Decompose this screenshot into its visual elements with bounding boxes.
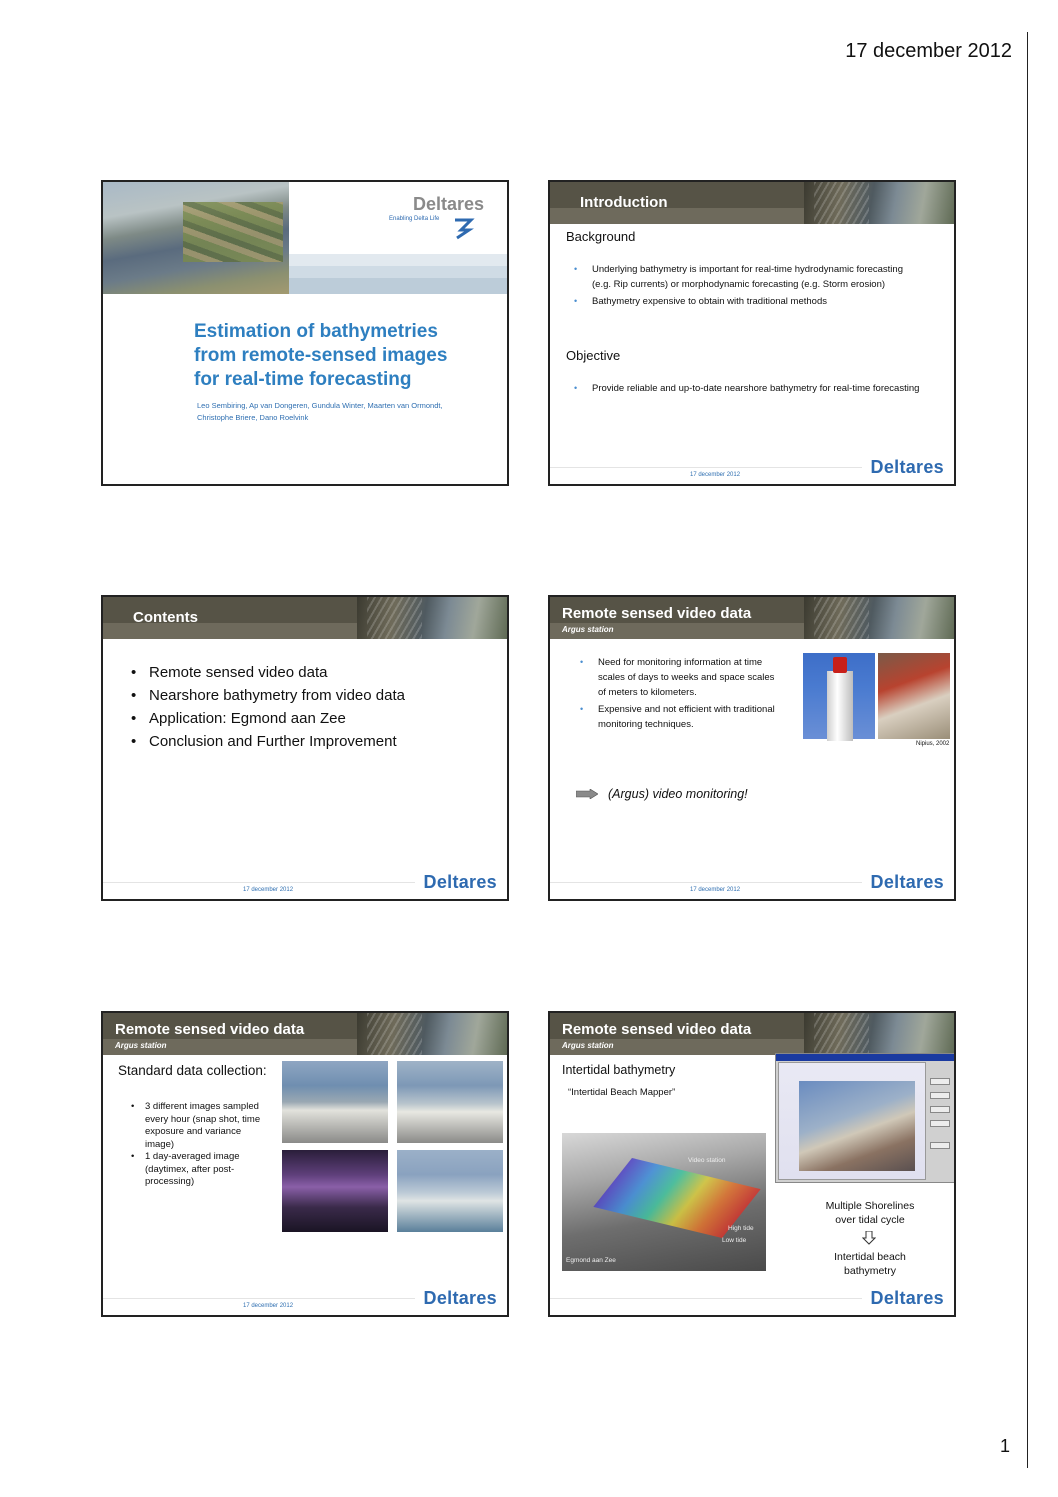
slide-header (103, 597, 507, 639)
slide-subtitle: Argus station (115, 1041, 167, 1050)
slide-introduction (548, 180, 956, 486)
page-date: 17 december 2012 (845, 40, 1012, 62)
slide-header (550, 597, 954, 639)
beach-mapper-screenshot (775, 1053, 955, 1183)
header-aerial-image (804, 597, 954, 639)
list-item: • Remote sensed video data (131, 661, 405, 684)
slide-remote-sensed-2 (101, 1011, 509, 1317)
section-subheading: “Intertidal Beach Mapper” (568, 1087, 676, 1098)
header-aerial-image (804, 182, 954, 224)
argus-monitoring-text: (Argus) video monitoring! (608, 787, 748, 801)
presentation-title: Estimation of bathymetries from remote-sensed images for real-time forecasting (194, 321, 448, 390)
page-margin-rule (1027, 32, 1028, 1468)
deltares-logo: Deltares (870, 872, 944, 892)
slide-title-text: Remote sensed video data (115, 1021, 305, 1038)
list-item: • Application: Egmond aan Zee (131, 707, 405, 730)
deltares-logo: Deltares (423, 872, 497, 892)
header-bands (289, 254, 509, 294)
intertidal-beach-photo (562, 1133, 766, 1271)
header-aerial-image (357, 1013, 507, 1055)
deltares-logo: Deltares (870, 457, 944, 477)
variance-image (282, 1150, 388, 1232)
right-arrow-icon (576, 789, 598, 799)
footer-date: 17 december 2012 (243, 1303, 294, 1309)
slide-title-text: Contents (133, 609, 198, 626)
slide-remote-sensed-3 (548, 1011, 956, 1317)
header-aerial-image (804, 1013, 954, 1055)
footer-date: 17 december 2012 (690, 887, 741, 893)
snapshot-image (282, 1061, 388, 1143)
section-heading: Intertidal bathymetry (562, 1063, 676, 1077)
bullet-item: • Underlying bathymetry is important for real-time hydrodynamic forecasting (e.g. Rip currents) or morphodynamic forecasting (e.g. Storm erosion) (574, 264, 903, 290)
logo-tagline: Enabling Delta Life (389, 216, 440, 222)
list-item: • 1 day-averaged image (daytimex, after post-processing) (131, 1151, 271, 1189)
section-heading: Standard data collection: (118, 1063, 267, 1078)
down-arrow-icon (862, 1231, 876, 1245)
shorelines-text: Multiple Shorelines over tidal cycle (825, 1200, 915, 1226)
deltares-logo: Deltares (870, 1288, 944, 1308)
bullet-item: • Provide reliable and up-to-date nearshore bathymetry for real-time forecasting (574, 383, 920, 394)
deltares-logo: Deltares (413, 194, 485, 214)
slide-title-text: Remote sensed video data (562, 1021, 752, 1038)
shoreline-plot (778, 1062, 926, 1180)
slide-title-text: Remote sensed video data (562, 605, 752, 622)
page-number: 1 (1000, 1436, 1011, 1456)
list-item: • Nearshore bathymetry from video data (131, 684, 405, 707)
list-item: • Conclusion and Further Improvement (131, 730, 405, 753)
list-item: • 3 different images sampled every hour (snap shot, time exposure and variance image) (131, 1101, 271, 1151)
slide-header (103, 1013, 507, 1055)
low-tide-label: Low tide (722, 1237, 747, 1244)
timex-image (397, 1061, 503, 1143)
slide-subtitle: Argus station (562, 1041, 614, 1050)
slide-subtitle: Argus station (562, 625, 614, 634)
objective-heading: Objective (566, 348, 621, 363)
bullet-item: • Bathymetry expensive to obtain with traditional methods (574, 296, 827, 307)
header-aerial-image (357, 597, 507, 639)
footer-date: 17 december 2012 (690, 472, 741, 478)
location-label: Egmond aan Zee (566, 1257, 616, 1264)
collection-list (131, 1101, 271, 1189)
deltares-mark-icon (453, 216, 475, 240)
slide-header (550, 182, 954, 224)
footer-date: 17 december 2012 (243, 887, 294, 893)
intertidal-bathymetry-text: Intertidal beach bathymetry (834, 1251, 906, 1277)
daytimex-image (397, 1150, 503, 1232)
authors: Leo Sembiring, Ap van Dongeren, Gundula Winter, Maarten van Ormondt, Christophe Briere, Dano Roelvink (197, 401, 443, 422)
slide-header (550, 1013, 954, 1055)
background-heading: Background (566, 229, 636, 244)
contents-list (131, 661, 405, 753)
bullet-item: • Need for monitoring information at time scales of days to weeks and space scales of meters to kilometers. (580, 657, 775, 698)
high-tide-label: High tide (728, 1225, 754, 1232)
photo-caption: Nipius, 2002 (916, 741, 950, 747)
argus-camera-photo (878, 653, 950, 739)
video-station-label: Video station (688, 1157, 726, 1164)
deltares-logo: Deltares (423, 1288, 497, 1308)
bullet-item: • Expensive and not efficient with traditional monitoring techniques. (580, 704, 775, 730)
slide-title (101, 180, 509, 486)
slide-contents (101, 595, 509, 901)
lighthouse-photo (803, 653, 875, 739)
slide-remote-sensed-1 (548, 595, 956, 901)
aerial-coast-photo (103, 182, 289, 294)
slide-title-text: Introduction (580, 194, 668, 211)
